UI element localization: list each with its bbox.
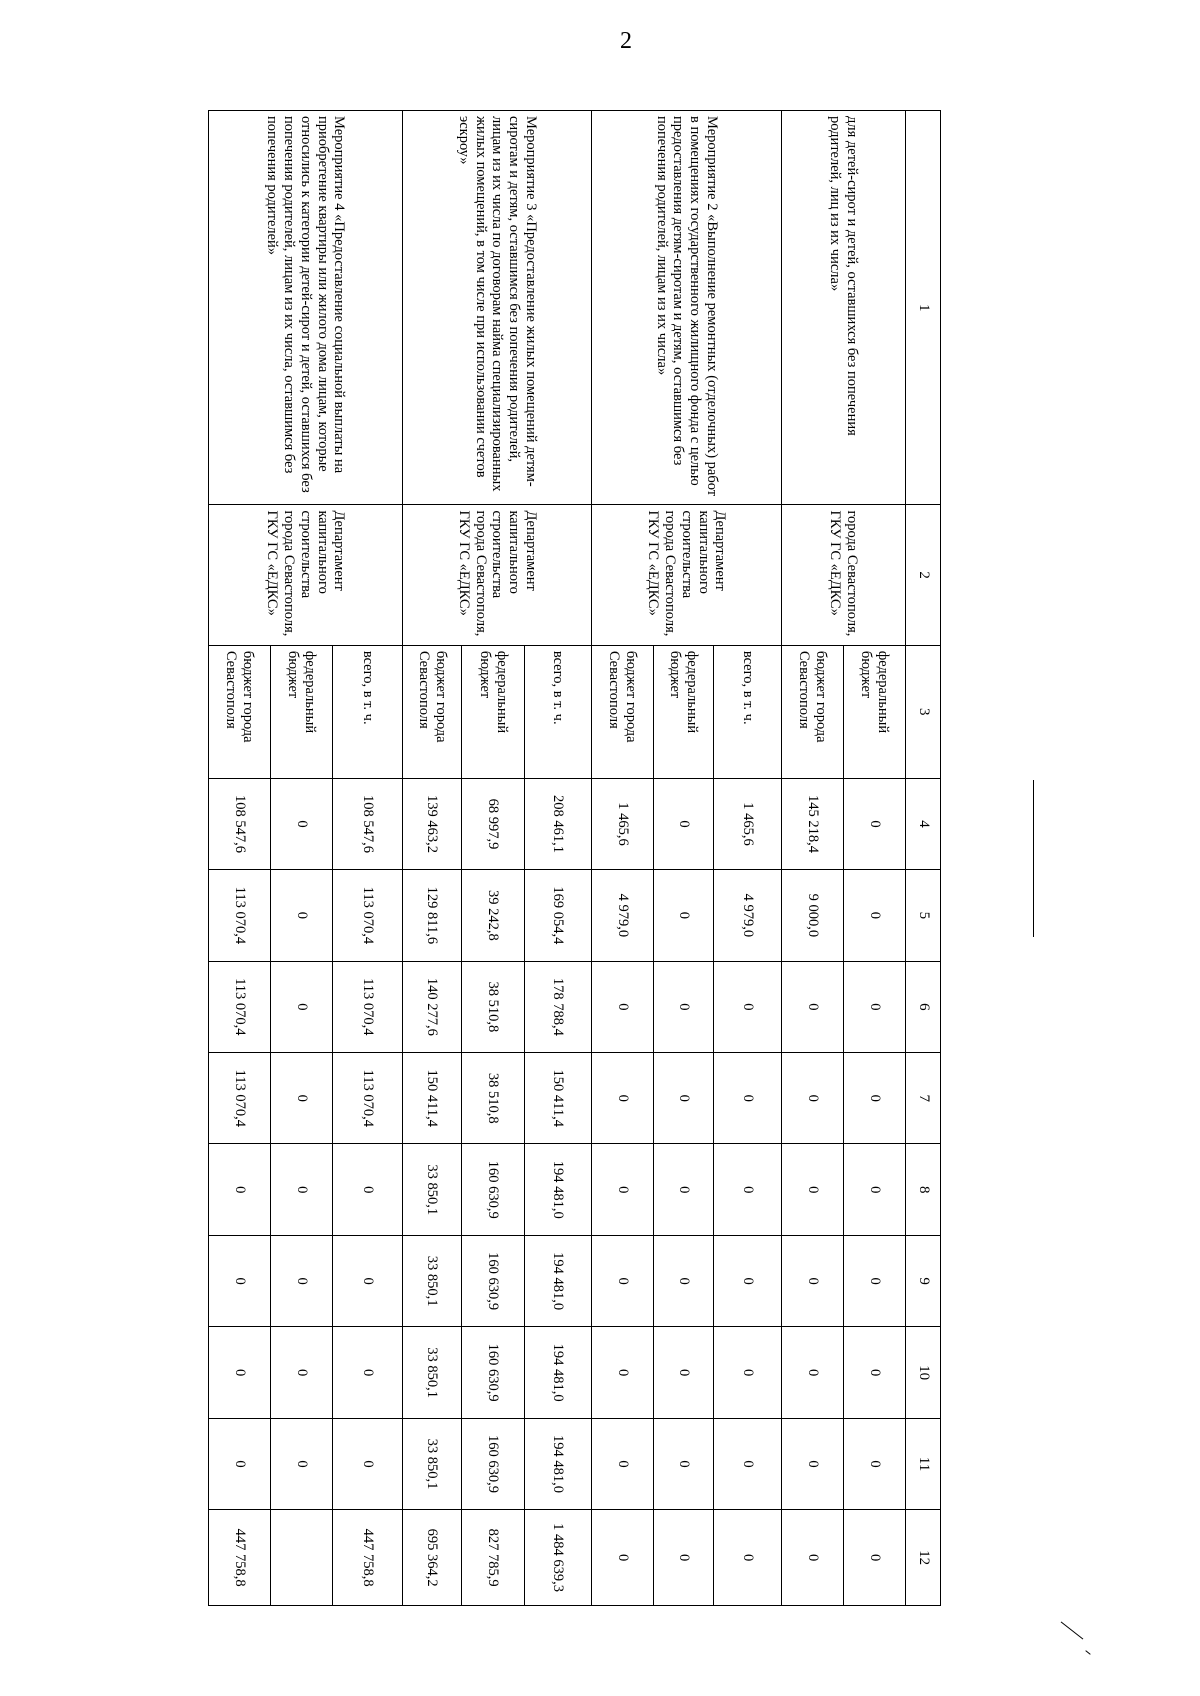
separator-line <box>1033 780 1034 937</box>
funding-source-cell: федеральный бюджет <box>654 645 714 778</box>
budget-table <box>208 110 941 1606</box>
funding-source-cell: федеральный бюджет <box>462 645 525 778</box>
amount-cell: 0 <box>333 1327 403 1418</box>
amount-cell: 0 <box>271 1235 333 1326</box>
amount-cell: 150 411,4 <box>403 1053 462 1144</box>
measure-name-cell: Мероприятие 2 «Выполнение ремонтных (отделочных) работ в помещениях государственного жилищного фонда с целью предоставления детям-сиротам и детям, оставшимся без попечения родителей, лицам из их числа» <box>592 111 782 505</box>
amount-cell: 0 <box>209 1144 271 1235</box>
amount-cell: 108 547,6 <box>333 778 403 869</box>
amount-cell: 0 <box>271 1327 333 1418</box>
amount-cell: 38 510,8 <box>462 1053 525 1144</box>
table-row <box>844 111 906 1606</box>
amount-cell: 0 <box>782 1510 844 1606</box>
amount-cell: 0 <box>782 1144 844 1235</box>
amount-cell: 0 <box>714 1235 782 1326</box>
amount-cell: 0 <box>844 870 906 961</box>
column-header: 12 <box>906 1510 941 1606</box>
amount-cell: 0 <box>654 1053 714 1144</box>
amount-cell: 9 000,0 <box>782 870 844 961</box>
amount-cell: 0 <box>209 1235 271 1326</box>
amount-cell: 4 979,0 <box>714 870 782 961</box>
amount-cell: 0 <box>271 778 333 869</box>
table-row <box>525 111 592 1606</box>
amount-cell: 33 850,1 <box>403 1327 462 1418</box>
column-header: 7 <box>906 1053 941 1144</box>
amount-cell: 0 <box>271 1053 333 1144</box>
column-header: 8 <box>906 1144 941 1235</box>
amount-cell: 113 070,4 <box>333 1053 403 1144</box>
funding-source-cell: федеральный бюджет <box>271 645 333 778</box>
amount-cell: 194 481,0 <box>525 1327 592 1418</box>
amount-cell: 0 <box>844 961 906 1052</box>
amount-cell: 0 <box>592 961 654 1052</box>
amount-cell: 160 630,9 <box>462 1235 525 1326</box>
column-header: 6 <box>906 961 941 1052</box>
amount-cell: 129 811,6 <box>403 870 462 961</box>
amount-cell: 0 <box>209 1327 271 1418</box>
amount-cell: 33 850,1 <box>403 1418 462 1509</box>
amount-cell: 0 <box>271 961 333 1052</box>
amount-cell: 113 070,4 <box>209 1053 271 1144</box>
amount-cell: 0 <box>782 1053 844 1144</box>
amount-cell: 113 070,4 <box>209 961 271 1052</box>
page-number: 2 <box>620 28 632 54</box>
column-header: 10 <box>906 1327 941 1418</box>
amount-cell: 145 218,4 <box>782 778 844 869</box>
scan-mark <box>1061 1621 1084 1639</box>
amount-cell: 33 850,1 <box>403 1235 462 1326</box>
amount-cell: 0 <box>654 1144 714 1235</box>
amount-cell: 0 <box>592 1053 654 1144</box>
amount-cell: 0 <box>714 1418 782 1509</box>
scan-mark <box>1085 1650 1090 1654</box>
amount-cell: 0 <box>592 1418 654 1509</box>
amount-cell: 194 481,0 <box>525 1418 592 1509</box>
amount-cell: 113 070,4 <box>333 870 403 961</box>
column-header: 4 <box>906 778 941 869</box>
table-row <box>714 111 782 1606</box>
column-header: 9 <box>906 1235 941 1326</box>
amount-cell: 0 <box>654 1418 714 1509</box>
amount-cell: 68 997,9 <box>462 778 525 869</box>
amount-cell: 0 <box>782 1235 844 1326</box>
amount-cell: 113 070,4 <box>209 870 271 961</box>
amount-cell: 1 465,6 <box>714 778 782 869</box>
amount-cell: 0 <box>592 1327 654 1418</box>
amount-cell: 0 <box>714 1510 782 1606</box>
amount-cell: 0 <box>844 1510 906 1606</box>
funding-source-cell: всего, в т. ч. <box>525 645 592 778</box>
amount-cell: 0 <box>654 1510 714 1606</box>
executor-cell: Департамент капитального строительства города Севастополя, ГКУ ГС «ЕДКС» <box>403 505 592 645</box>
amount-cell: 0 <box>844 1144 906 1235</box>
amount-cell: 1 484 639,3 <box>525 1510 592 1606</box>
amount-cell: 108 547,6 <box>209 778 271 869</box>
amount-cell: 0 <box>844 1053 906 1144</box>
amount-cell <box>271 1510 333 1606</box>
amount-cell: 0 <box>592 1510 654 1606</box>
amount-cell: 38 510,8 <box>462 961 525 1052</box>
amount-cell: 0 <box>592 1144 654 1235</box>
amount-cell: 194 481,0 <box>525 1144 592 1235</box>
amount-cell: 178 788,4 <box>525 961 592 1052</box>
executor-cell: города Севастополя, ГКУ ГС «ЕДКС» <box>782 505 906 645</box>
amount-cell: 0 <box>271 870 333 961</box>
table-row <box>333 111 403 1606</box>
column-header: 5 <box>906 870 941 961</box>
amount-cell: 140 277,6 <box>403 961 462 1052</box>
amount-cell: 160 630,9 <box>462 1144 525 1235</box>
amount-cell: 0 <box>654 778 714 869</box>
amount-cell: 0 <box>271 1144 333 1235</box>
amount-cell: 447 758,8 <box>209 1510 271 1606</box>
amount-cell: 0 <box>654 961 714 1052</box>
amount-cell: 194 481,0 <box>525 1235 592 1326</box>
amount-cell: 150 411,4 <box>525 1053 592 1144</box>
column-header: 3 <box>906 645 941 778</box>
amount-cell: 0 <box>654 870 714 961</box>
funding-source-cell: бюджет города Севастополя <box>403 645 462 778</box>
measure-name-cell: Мероприятие 3 «Предоставление жилых помещений детям-сиротам и детям, оставшимся без попечения родителей, лицам из их числа по договорам найма специализированных жилых помещений, в том числе при использовании счетов эскроу» <box>403 111 592 505</box>
amount-cell: 39 242,8 <box>462 870 525 961</box>
amount-cell: 0 <box>844 778 906 869</box>
amount-cell: 0 <box>844 1418 906 1509</box>
amount-cell: 113 070,4 <box>333 961 403 1052</box>
funding-source-cell: бюджет города Севастополя <box>209 645 271 778</box>
amount-cell: 160 630,9 <box>462 1418 525 1509</box>
amount-cell: 4 979,0 <box>592 870 654 961</box>
measure-name-cell: для детей-сирот и детей, оставшихся без попечения родителей, лиц из их числа» <box>782 111 906 505</box>
amount-cell: 139 463,2 <box>403 778 462 869</box>
amount-cell: 33 850,1 <box>403 1144 462 1235</box>
funding-source-cell: бюджет города Севастополя <box>782 645 844 778</box>
header-row <box>906 111 941 1606</box>
column-header: 1 <box>906 111 941 505</box>
amount-cell: 208 461,1 <box>525 778 592 869</box>
amount-cell: 169 054,4 <box>525 870 592 961</box>
amount-cell: 0 <box>654 1235 714 1326</box>
amount-cell: 0 <box>782 961 844 1052</box>
column-header: 2 <box>906 505 941 645</box>
executor-cell: Департамент капитального строительства города Севастополя, ГКУ ГС «ЕДКС» <box>592 505 782 645</box>
funding-source-cell: всего, в т. ч. <box>333 645 403 778</box>
measure-name-cell: Мероприятие 4 «Предоставление социальной выплаты на приобретение квартиры или жилого дома лицам, которые относились к категории детей-сирот и детей, оставшихся без попечения родителей, лицам из их числа, оставшимся без попечения родителей» <box>209 111 403 505</box>
amount-cell: 0 <box>714 1327 782 1418</box>
amount-cell: 447 758,8 <box>333 1510 403 1606</box>
amount-cell: 0 <box>333 1144 403 1235</box>
amount-cell: 0 <box>654 1327 714 1418</box>
amount-cell: 0 <box>333 1235 403 1326</box>
amount-cell: 0 <box>271 1418 333 1509</box>
amount-cell: 0 <box>714 1144 782 1235</box>
amount-cell: 695 364,2 <box>403 1510 462 1606</box>
amount-cell: 0 <box>844 1327 906 1418</box>
amount-cell: 0 <box>333 1418 403 1509</box>
amount-cell: 0 <box>714 961 782 1052</box>
amount-cell: 827 785,9 <box>462 1510 525 1606</box>
column-header: 11 <box>906 1418 941 1509</box>
executor-cell: Департамент капитального строительства города Севастополя, ГКУ ГС «ЕДКС» <box>209 505 403 645</box>
amount-cell: 0 <box>209 1418 271 1509</box>
amount-cell: 0 <box>782 1327 844 1418</box>
funding-source-cell: бюджет города Севастополя <box>592 645 654 778</box>
amount-cell: 1 465,6 <box>592 778 654 869</box>
amount-cell: 0 <box>782 1418 844 1509</box>
amount-cell: 0 <box>714 1053 782 1144</box>
amount-cell: 160 630,9 <box>462 1327 525 1418</box>
funding-source-cell: всего, в т. ч. <box>714 645 782 778</box>
amount-cell: 0 <box>844 1235 906 1326</box>
funding-source-cell: федеральный бюджет <box>844 645 906 778</box>
amount-cell: 0 <box>592 1235 654 1326</box>
